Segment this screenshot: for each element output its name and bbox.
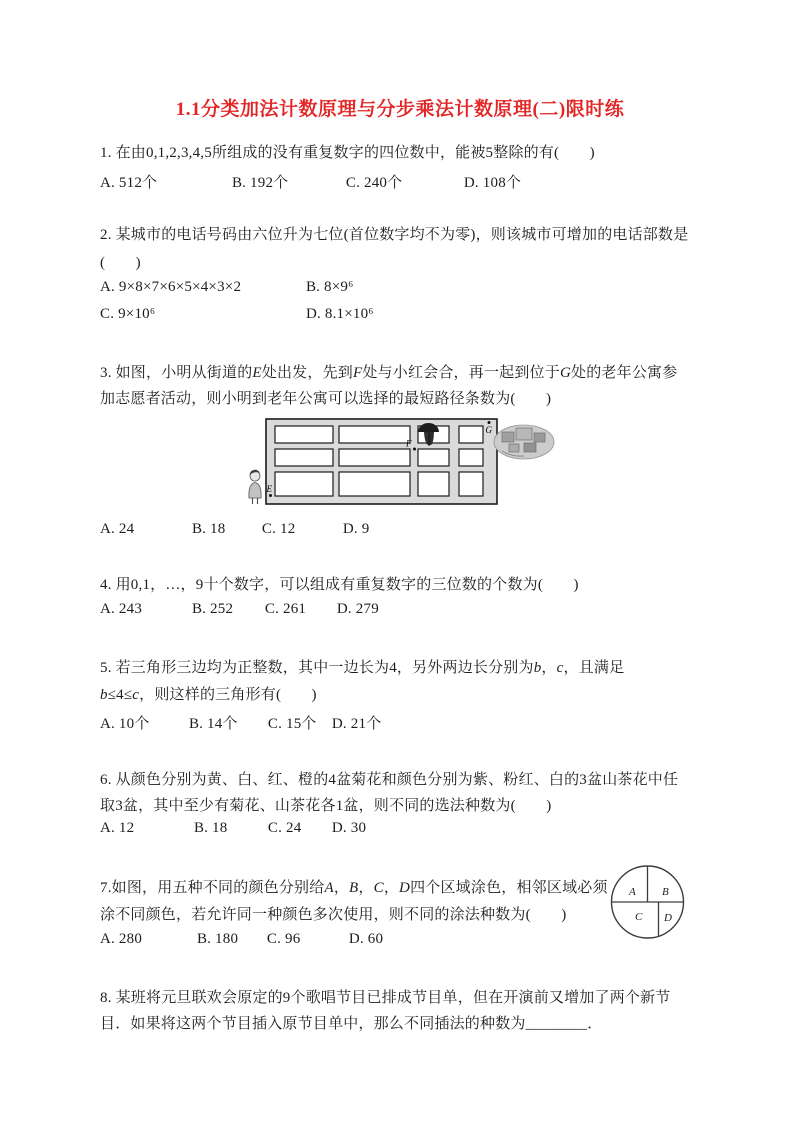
option-d: D. 9 xyxy=(342,521,370,537)
stem-text: ， xyxy=(333,880,350,896)
stem-text: 3. 如图，小明从街道的 xyxy=(100,365,253,381)
region-b: B xyxy=(349,880,359,896)
question-3-stem-line-2: 加志愿者活动，则小明到老年公寓可以选择的最短路径条数为( ) xyxy=(100,391,552,407)
circle-regions-figure xyxy=(607,863,689,945)
question-3-stem-line-1 xyxy=(100,361,677,382)
question-5-options xyxy=(100,712,381,733)
stem-text: 5. 若三角形三边均为正整数，其中一边长为4，另外两边长分别为 xyxy=(100,660,534,676)
option-d: D. 279 xyxy=(336,601,379,617)
street-grid-figure xyxy=(243,415,558,510)
region-label-c: C xyxy=(635,911,643,923)
region-d: D xyxy=(399,880,411,896)
option-a: A. 10个 xyxy=(100,716,150,732)
option-d: D. 30 xyxy=(331,820,367,836)
var-b: b xyxy=(100,687,108,703)
question-2-options-row-2 xyxy=(100,306,374,323)
stem-text: ≤4≤ xyxy=(107,687,133,703)
stem-text: 处与小红会合，再一起到位于 xyxy=(362,365,560,381)
map-label-f: F xyxy=(406,438,412,449)
option-c: C. 12 xyxy=(261,521,296,537)
option-a: A. 512个 xyxy=(100,175,158,191)
option-d: D. 108个 xyxy=(463,175,522,191)
page-title: 1.1分类加法计数原理与分步乘法计数原理(二)限时练 xyxy=(175,99,625,120)
region-label-d: D xyxy=(664,912,672,924)
question-7-stem-line-2: 涂不同颜色，若允许同一种颜色多次使用，则不同的涂法种数为( ) xyxy=(100,907,567,923)
question-1-options xyxy=(100,171,521,192)
region-label-b: B xyxy=(662,886,669,898)
point-label-e: E xyxy=(252,365,262,381)
boy-icon xyxy=(249,470,261,504)
stem-text: 处的老年公寓参 xyxy=(571,365,678,381)
question-2-stem-line-2: ( ) xyxy=(100,255,141,271)
option-d: D. 60 xyxy=(348,931,384,947)
question-8-stem-line-2: 目．如果将这两个节目插入原节目单中，那么不同插法的种数为________． xyxy=(100,1016,603,1032)
question-2-stem-line-1: 2. 某城市的电话号码由六位升为七位(首位数字均不为零)，则该城市可增加的电话部数是 xyxy=(100,227,689,243)
var-c: c xyxy=(132,687,140,703)
question-1-stem: 1. 在由0,1,2,3,4,5所组成的没有重复数字的四位数中，能被5整除的有( ) xyxy=(100,145,595,161)
question-8-stem-line-1: 8. 某班将元旦联欢会原定的9个歌唱节目已排成节目单，但在开演前又增加了两个新节 xyxy=(100,990,671,1006)
option-c: C. 240个 xyxy=(345,175,403,191)
stem-text: 四个区域涂色，相邻区域必须 xyxy=(410,880,608,896)
option-b: B. 18 xyxy=(191,521,226,537)
option-c: C. 261 xyxy=(264,601,307,617)
option-b: B. 18 xyxy=(193,820,228,836)
stem-text: ， xyxy=(358,880,374,896)
option-c: C. 15个 xyxy=(267,716,317,732)
option-b: B. 192个 xyxy=(231,175,289,191)
question-6-stem-line-2: 取3盆，其中至少有菊花、山茶花各1盆，则不同的选法种数为( ) xyxy=(100,798,552,814)
question-6-options xyxy=(100,820,366,837)
option-b: B. 180 xyxy=(196,931,239,947)
option-b: B. 8×9⁶ xyxy=(305,279,354,295)
region-labels xyxy=(628,886,672,924)
point-label-g: G xyxy=(559,365,572,381)
point-label-f: F xyxy=(352,365,363,381)
option-d: D. 21个 xyxy=(331,716,382,732)
question-6-stem-line-1: 6. 从颜色分别为黄、白、红、橙的4盆菊花和颜色分别为紫、粉红、白的3盆山茶花中任 xyxy=(100,772,679,788)
var-c: c xyxy=(556,660,564,676)
stem-text: 7.如图，用五种不同的颜色分别给 xyxy=(100,880,325,896)
stem-text: 处出发，先到 xyxy=(261,365,353,381)
var-b: b xyxy=(533,660,542,676)
option-a: A. 9×8×7×6×5×4×3×2 xyxy=(100,279,242,295)
option-a: A. 24 xyxy=(100,521,135,537)
question-4-stem: 4. 用0,1，…，9十个数字，可以组成有重复数字的三位数的个数为( ) xyxy=(100,577,579,593)
option-a: A. 243 xyxy=(100,601,143,617)
region-label-a: A xyxy=(629,886,636,898)
map-label-e: E xyxy=(266,484,272,494)
question-5-stem-line-2 xyxy=(100,683,317,704)
region-c: C xyxy=(373,880,384,896)
option-a: A. 280 xyxy=(100,931,143,947)
option-d: D. 8.1×10⁶ xyxy=(305,306,374,322)
option-b: B. 252 xyxy=(191,601,234,617)
question-4-options xyxy=(100,601,379,618)
option-b: B. 14个 xyxy=(188,716,238,732)
question-3-options xyxy=(100,521,370,538)
map-label-g: G xyxy=(485,425,492,435)
question-7-stem-line-1 xyxy=(100,876,608,897)
stem-text: ， xyxy=(541,660,557,676)
region-a: A xyxy=(324,880,334,896)
stem-text: ，则这样的三角形有( ) xyxy=(139,687,317,703)
option-c: C. 9×10⁶ xyxy=(100,306,156,322)
buildings-icon xyxy=(494,425,554,459)
option-c: C. 24 xyxy=(267,820,302,836)
stem-text: ，且满足 xyxy=(563,660,625,676)
option-a: A. 12 xyxy=(100,820,135,836)
question-5-stem-line-1 xyxy=(100,656,624,677)
stem-text: ， xyxy=(383,880,400,896)
option-c: C. 96 xyxy=(266,931,301,947)
question-7-options xyxy=(100,931,383,948)
question-2-options-row-1 xyxy=(100,279,354,296)
